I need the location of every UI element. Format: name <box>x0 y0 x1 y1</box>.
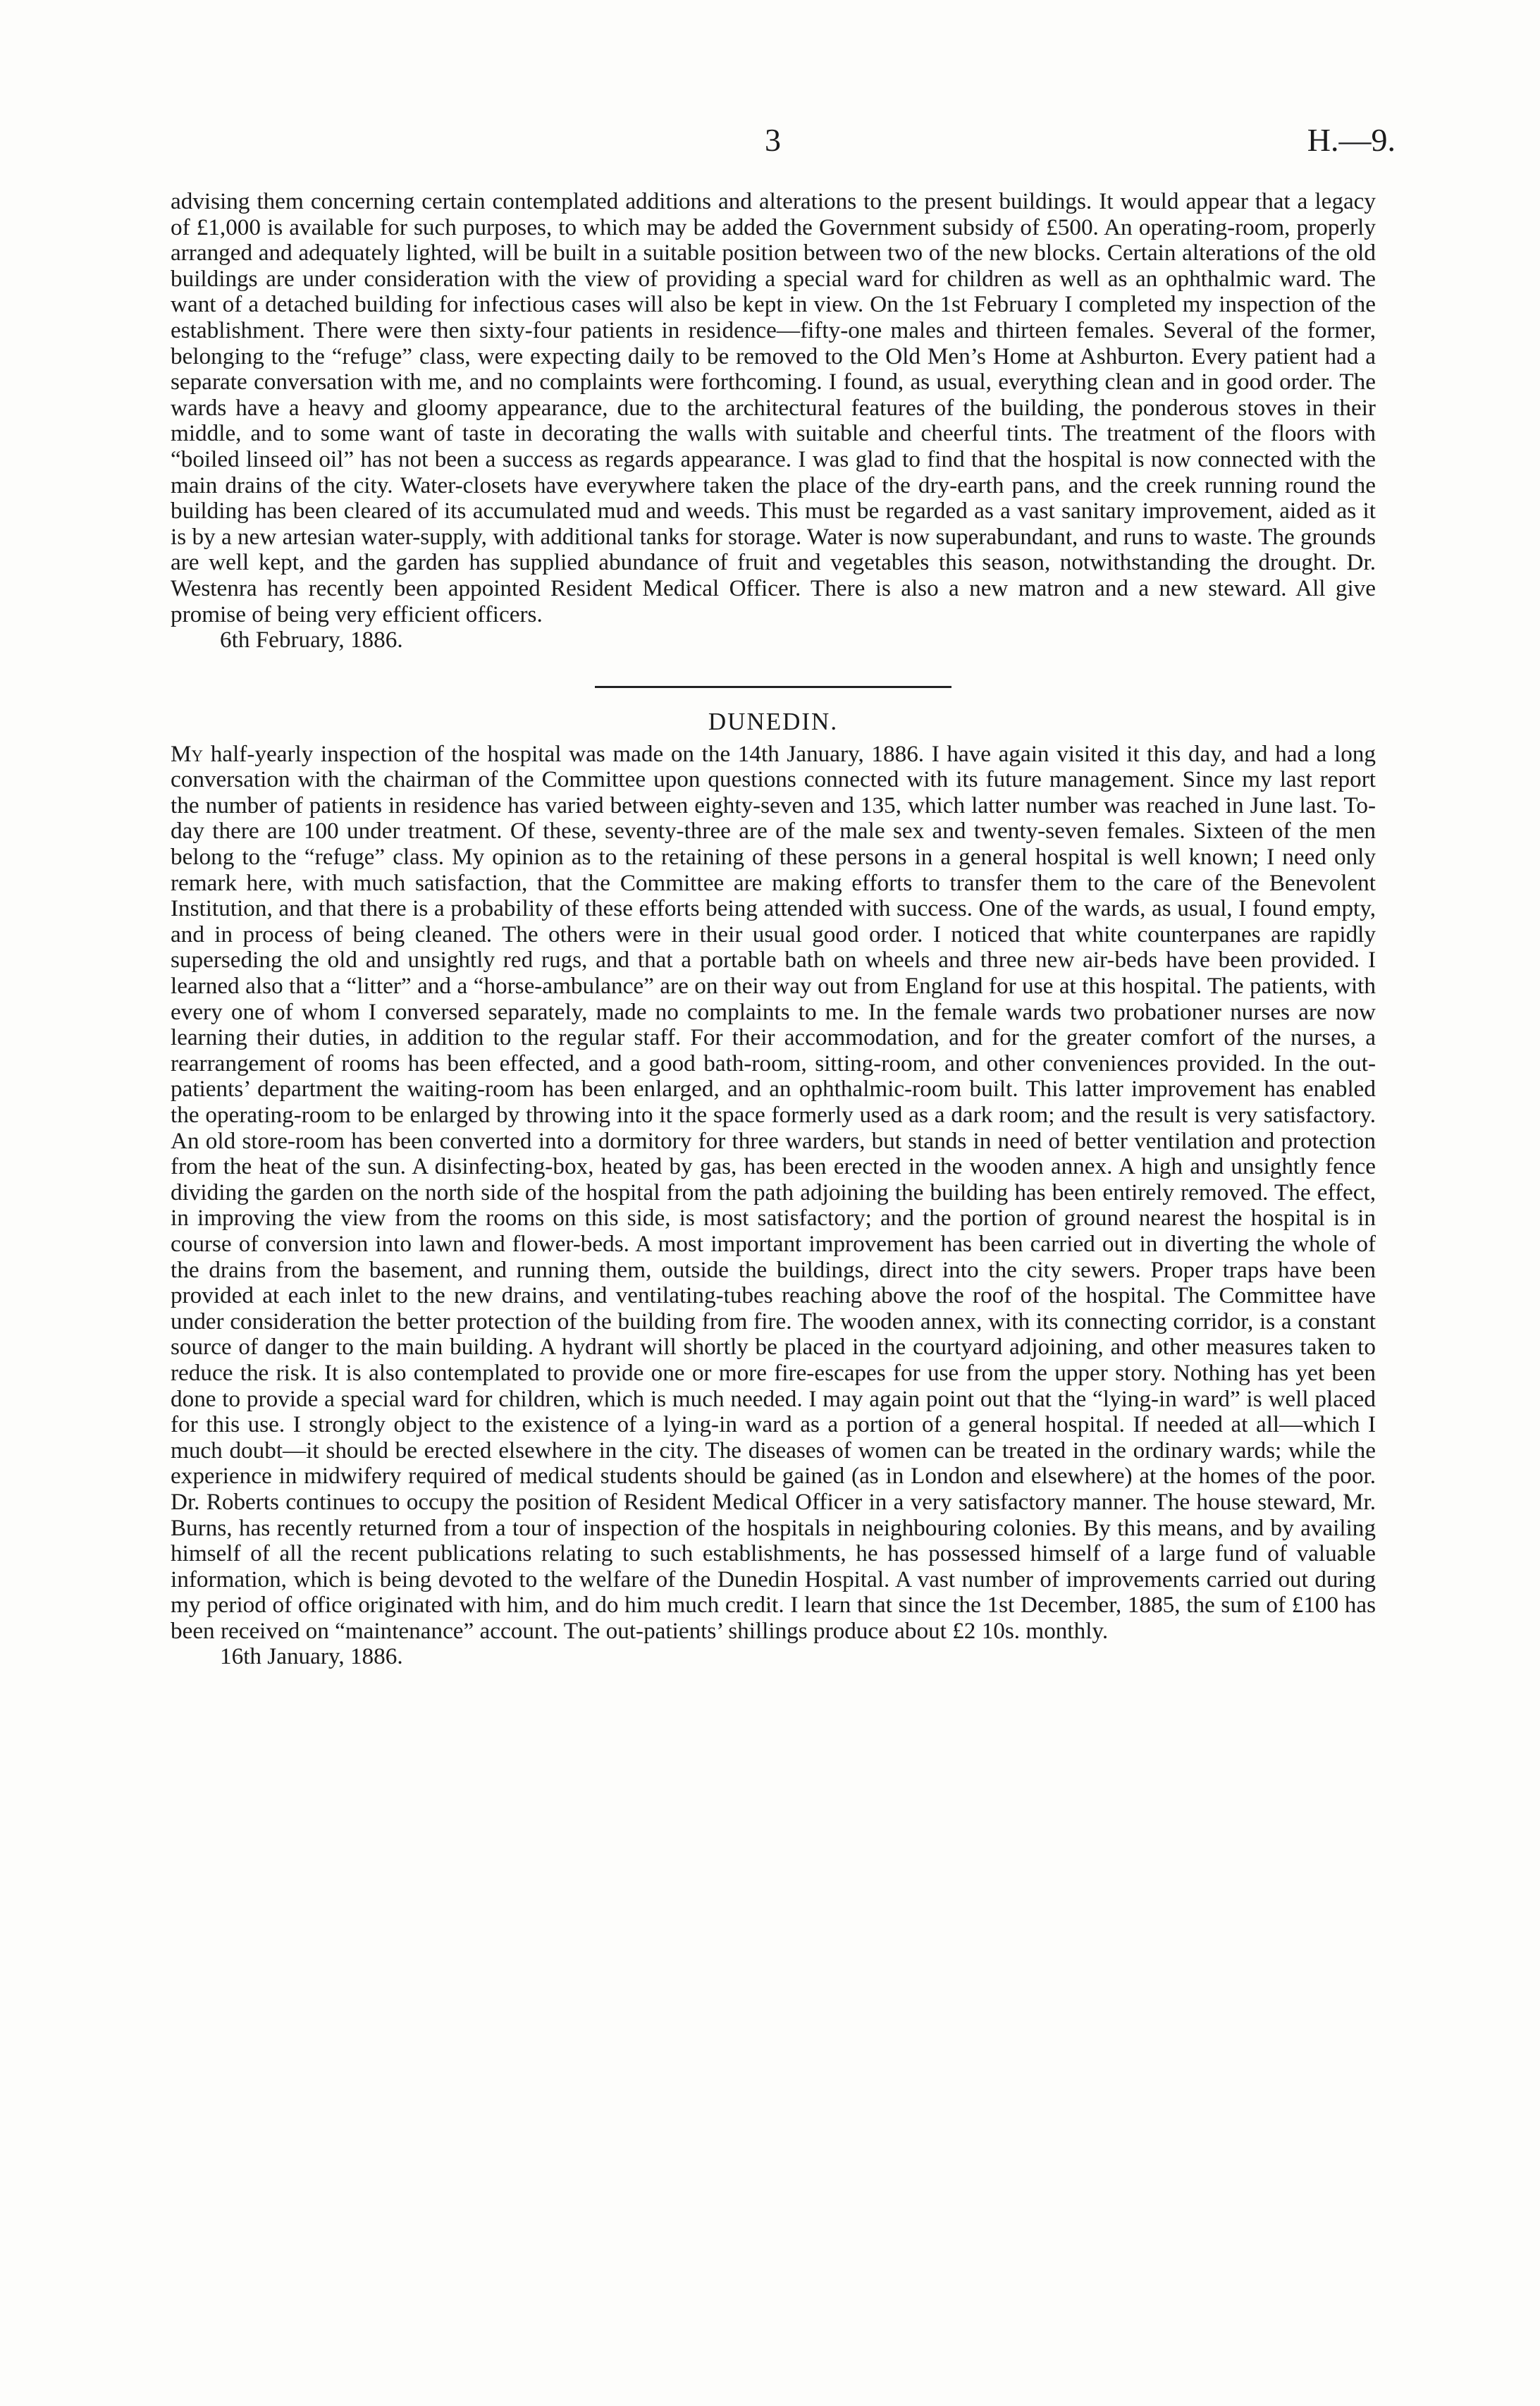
page-header <box>0 121 1540 164</box>
date-line-2: 16th January, 1886. <box>220 1643 403 1670</box>
section-divider <box>595 686 951 688</box>
date-line-1: 6th February, 1886. <box>220 627 403 653</box>
body-text <box>171 189 1376 1670</box>
page-number: 3 <box>765 122 781 158</box>
paragraph-first-word: My <box>171 740 204 767</box>
page-code: H.—9. <box>1307 122 1396 158</box>
paragraph-dunedin-body: half-yearly inspection of the hospital was made on the 14th January, 1886. I have again visited it this day, and had a long conversation with the chairman of the Committee upon questions connected with its future management. Since my last report the number of patients in residence has varied between eighty-seven and 135, which latter number was reached in June last. To-day there are 100 under treatment. Of these, seventy-three are of the male sex and twenty-seven females. Sixteen of the men belong to the “refuge” class. My opinion as to the retaining of these persons in a general hospital is well known; I need only remark here, with much satisfaction, that the Committee are making efforts to transfer them to the care of the Benevolent Institution, and that there is a probability of these efforts being attended with success. One of the wards, as usual, I found empty, and in process of being cleaned. The others were in their usual good order. I noticed that white counterpanes are rapidly superseding the old and unsightly red rugs, and that a portable bath on wheels and three new air-beds have been provided. I learned also that a “litter” and a “horse-ambulance” are on their way out from England for use at this hospital. The patients, with every one of whom I conversed separately, made no complaints to me. In the female wards two probationer nurses are now learning their duties, in addition to the regular staff. For their accommodation, and for the greater comfort of the nurses, a rearrangement of rooms has been effected, and a good bath-room, sitting-room, and other conveniences provided. In the out-patients’ department the waiting-room has been enlarged, and an ophthalmic-room built. This latter improvement has enabled the operating-room to be enlarged by throwing into it the space formerly used as a dark room; and the result is very satisfactory. An old store-room has been converted into a dormitory for three warders, but stands in need of better ventilation and protection from the heat of the sun. A disinfecting-box, heated by gas, has been erected in the wooden annex. A high and unsightly fence dividing the garden on the north side of the hospital from the path adjoining the building has been entirely removed. The effect, in improving the view from the rooms on this side, is most satisfactory; and the portion of ground nearest the hospital is in course of conversion into lawn and flower-beds. A most important improvement has been carried out in diverting the whole of the drains from the basement, and running them, outside the buildings, direct into the city sewers. Proper traps have been provided at each inlet to the new drains, and ventilating-tubes reaching above the roof of the hospital. The Committee have under consideration the better protection of the building from fire. The wooden annex, with its connecting corridor, is a constant source of danger to the main building. A hydrant will shortly be placed in the courtyard adjoining, and other measures taken to reduce the risk. It is also contemplated to provide one or more fire-escapes for use from the upper story. Nothing has yet been done to provide a special ward for children, which is much needed. I may again point out that the “lying-in ward” is well placed for this use. I strongly object to the existence of a lying-in ward as a portion of a general hospital. If needed at all—which I much doubt—it should be erected elsewhere in the city. The diseases of women can be treated in the ordinary wards; while the experience in midwifery required of medical students should be gained (as in London and elsewhere) at the homes of the poor. Dr. Roberts continues to occupy the position of Resident Medical Officer in a very satisfactory manner. The house steward, Mr. Burns, has recently returned from a tour of inspection of the hospitals in neighbouring colonies. By this means, and by availing himself of all the recent publications relating to such establishments, he has possessed himself of a large fund of valuable information, which is being devoted to the welfare of the Dunedin Hospital. A vast number of improvements carried out during my period of office originated with him, and do him much credit. I learn that since the 1st December, 1885, the sum of £100 has been received on “maintenance” account. The out-patients’ shillings produce about £2 10s. monthly. <box>171 740 1376 1644</box>
paragraph-ashburton-hospital: advising them concerning certain contemplated additions and alterations to the present buildings. It would appear that a legacy of £1,000 is available for such purposes, to which may be added the Government subsidy of £500. An operating-room, properly arranged and adequately lighted, will be built in a suitable position between two of the new blocks. Certain alterations of the old buildings are under consideration with the view of providing a special ward for children as well as an ophthalmic ward. The want of a detached building for infectious cases will also be kept in view. On the 1st February I completed my inspection of the establishment. There were then sixty-four patients in residence—fifty-one males and thirteen females. Several of the former, belonging to the “refuge” class, were expecting daily to be removed to the Old Men’s Home at Ashburton. Every patient had a separate conversation with me, and no complaints were forthcoming. I found, as usual, everything clean and in good order. The wards have a heavy and gloomy appearance, due to the architectural features of the building, the ponderous stoves in their middle, and to some want of taste in decorating the walls with suitable and cheerful tints. The treatment of the floors with “boiled linseed oil” has not been a success as regards appearance. I was glad to find that the hospital is now connected with the main drains of the city. Water-closets have everywhere taken the place of the dry-earth pans, and the creek running round the building has been cleared of its accumulated mud and weeds. This must be regarded as a vast sanitary improvement, aided as it is by a new artesian water-supply, with additional tanks for storage. Water is now superabundant, and runs to waste. The grounds are well kept, and the garden has supplied abundance of fruit and vegetables this season, notwithstanding the drought. Dr. Westenra has recently been appointed Resident Medical Officer. There is also a new matron and a new steward. All give promise of being very efficient officers. <box>171 188 1376 627</box>
paragraph-dunedin-hospital <box>171 742 1376 1645</box>
section-heading-dunedin: DUNEDIN. <box>708 707 839 735</box>
